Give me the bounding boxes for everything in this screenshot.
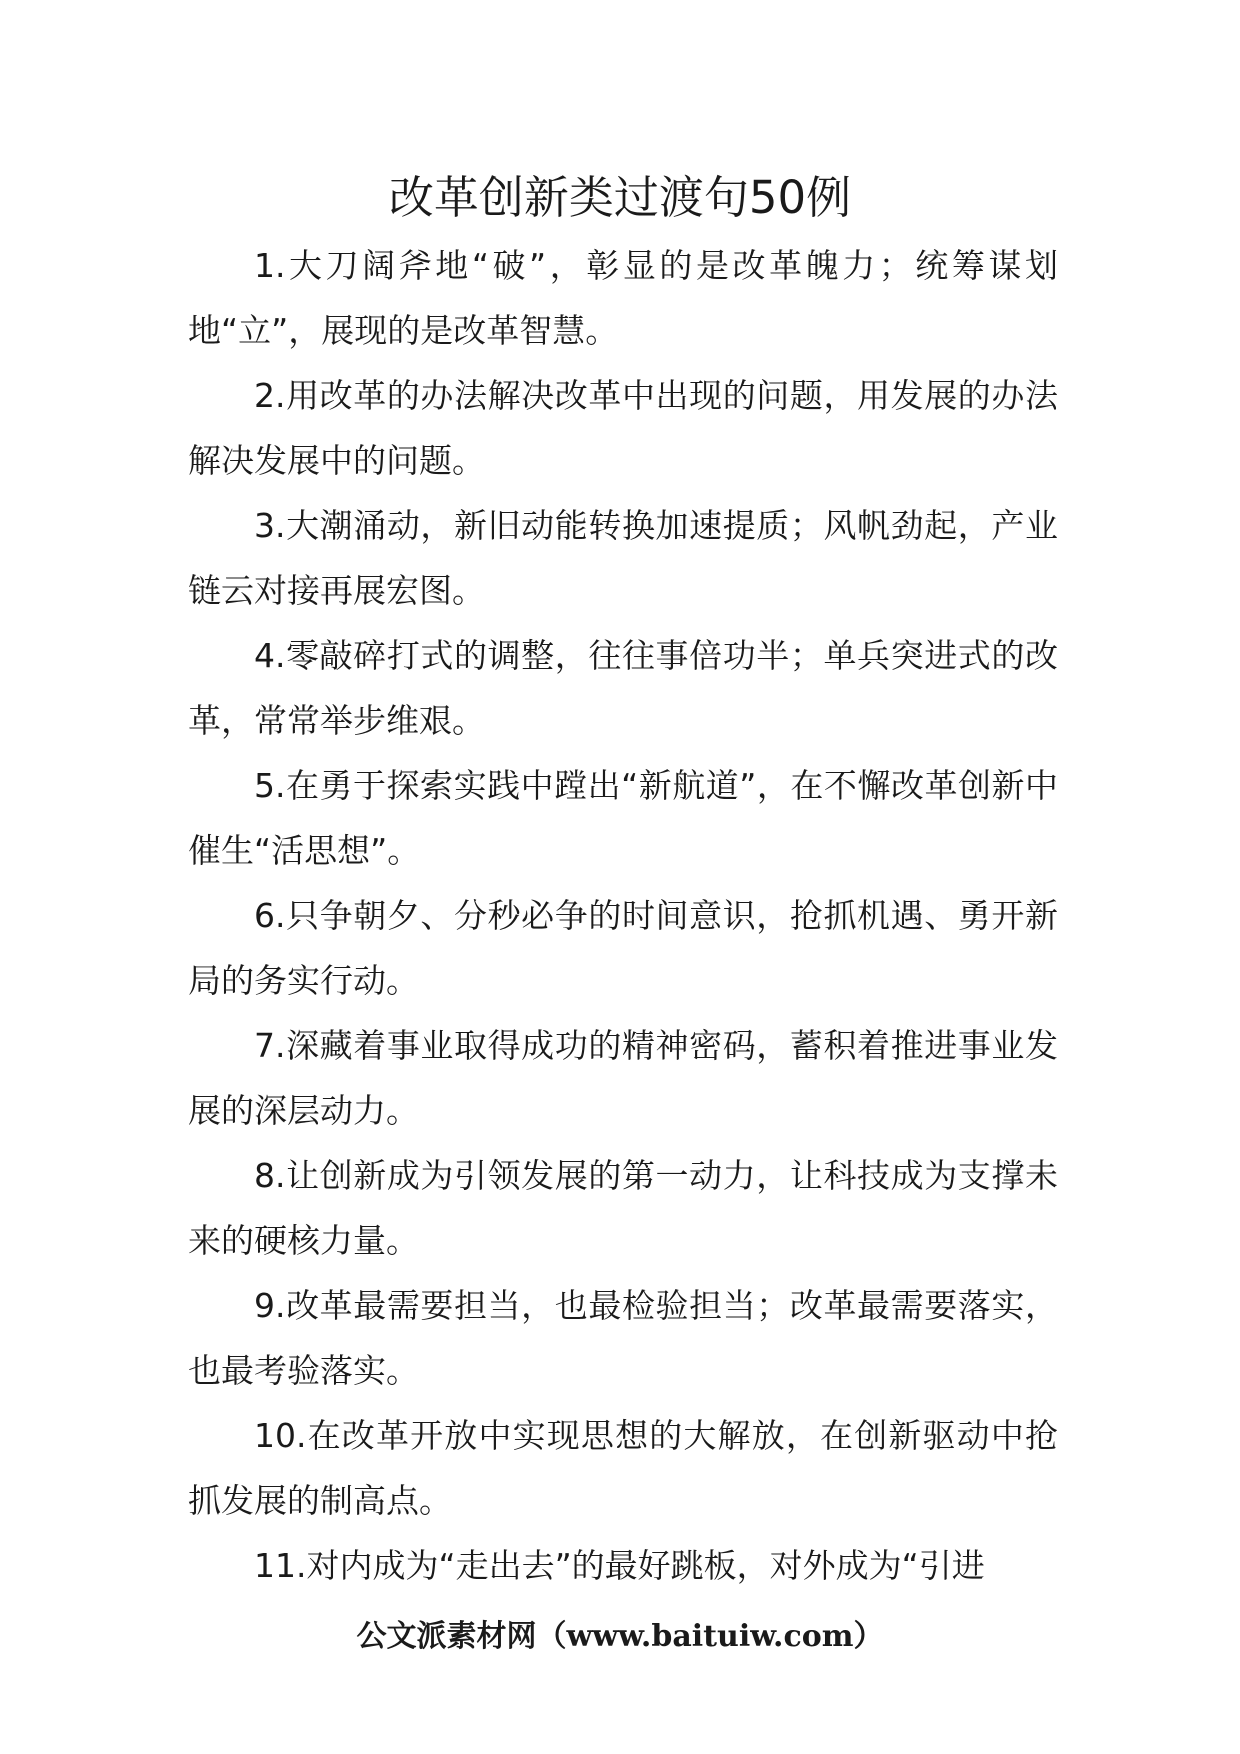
paragraph: 9.改革最需要担当，也最检验担当；改革最需要落实，也最考验落实。	[188, 1286, 1058, 1390]
paragraph: 4.零敲碎打式的调整，往往事倍功半；单兵突进式的改革，常常举步维艰。	[188, 636, 1058, 740]
document-body	[188, 233, 1058, 1598]
paragraph: 2.用改革的办法解决改革中出现的问题，用发展的办法解决发展中的问题。	[188, 376, 1058, 480]
footer-source: 公文派素材网（www.baituiw.com）	[356, 1619, 884, 1654]
paragraph: 10.在改革开放中实现思想的大解放，在创新驱动中抢抓发展的制高点。	[188, 1416, 1058, 1520]
paragraph: 1.大刀阔斧地“破”，彰显的是改革魄力；统筹谋划地“立”，展现的是改革智慧。	[188, 246, 1058, 350]
document-title: 改革创新类过渡句50例	[388, 171, 852, 224]
paragraph: 3.大潮涌动，新旧动能转换加速提质；风帆劲起，产业链云对接再展宏图。	[188, 506, 1058, 610]
paragraph: 5.在勇于探索实践中蹚出“新航道”，在不懈改革创新中催生“活思想”。	[188, 766, 1058, 870]
paragraph: 6.只争朝夕、分秒必争的时间意识，抢抓机遇、勇开新局的务实行动。	[188, 896, 1058, 1000]
paragraph: 7.深藏着事业取得成功的精神密码，蓄积着推进事业发展的深层动力。	[188, 1026, 1058, 1130]
paragraph: 8.让创新成为引领发展的第一动力，让科技成为支撑未来的硬核力量。	[188, 1156, 1058, 1260]
paragraph: 11.对内成为“走出去”的最好跳板，对外成为“引进	[254, 1546, 985, 1585]
